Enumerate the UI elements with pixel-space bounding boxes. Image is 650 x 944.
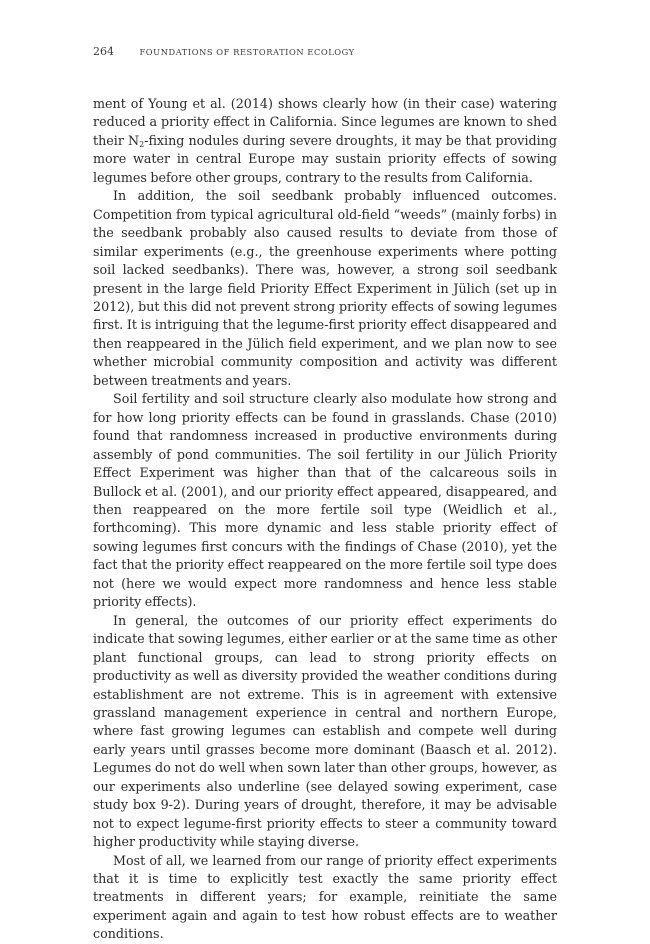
paragraph-text-after-subscript: -fixing nodules during severe droughts, it may be that providing more water in central Europe may sustain priority effects of sowing legumes before other groups, contrary to the results from California. <box>93 132 558 185</box>
paragraph-watering-priority-effect <box>93 95 557 187</box>
book-title: FOUNDATIONS OF RESTORATION ECOLOGY <box>139 47 355 57</box>
nitrogen-subscript: 2 <box>139 139 145 149</box>
paragraph-lessons-learned: Most of all, we learned from our range of priority effect experiments that it is time to explicitly test exactly the same priority effect treatments in different years; for example, reinitiate the same experiment again and again to test how robust effects are to weather conditions. <box>93 852 557 942</box>
running-head <box>93 44 563 60</box>
body-text <box>93 95 557 944</box>
paragraph-soil-seedbank: In addition, the soil seedbank probably influenced outcomes. Competition from typical agricultural old-field “weeds” (mainly forbs) in the seedbank probably also caused results to deviate from those of similar experiments (e.g., the greenhouse experiments where potting soil lacked seedbanks). There was, however, a strong soil seedbank present in the large field Priority Effect Experiment in Jülich (set up in 2012), but this did not prevent strong priority effects of sowing legumes first. It is intriguing that the legume-first priority effect disappeared and then reappeared in the Jülich field experiment, and we plan now to see whether microbial community composition and activity was different between treatments and years. <box>93 188 557 388</box>
page-number: 264 <box>93 45 114 58</box>
paragraph-text-before-subscript: ment of Young et al. (2014) shows clearly how (in their case) watering reduced a priority effect in California. Since legumes are known to shed their N <box>93 96 557 148</box>
paragraph-soil-fertility: Soil fertility and soil structure clearly also modulate how strong and for how long priority effects can be found in grasslands. Chase (2010) found that randomness increased in productive environments during assembly of pond communities. The soil fertility in our Jülich Priority Effect Experiment was higher than that of the calcareous soils in Bullock et al. (2001), and our priority effect appeared, disappeared, and then reappeared on the more fertile soil type (Weidlich et al., forthcoming). This more dynamic and less stable priority effect of sowing legumes first concurs with the findings of Chase (2010), yet the fact that the priority effect reappeared on the more fertile soil type does not (here we would expect more randomness and hence less stable priority effects). <box>93 391 557 610</box>
paragraph-general-outcomes: In general, the outcomes of our priority effect experiments do indicate that sowing legumes, either earlier or at the same time as other plant functional groups, can lead to strong priority effects on productivity as well as diversity provided the weather conditions during establishment are not extreme. This is in agreement with extensive grassland management experience in central and northern Europe, where fast growing legumes can establish and compete well during early years until grasses become more dominant (Baasch et al. 2012). Legumes do not do well when sown later than other groups, however, as our experiments also underline (see delayed sowing experiment, case study box 9-2). During years of drought, therefore, it may be advisable not to expect legume-first priority effects to steer a community toward higher productivity while staying diverse. <box>93 612 557 850</box>
